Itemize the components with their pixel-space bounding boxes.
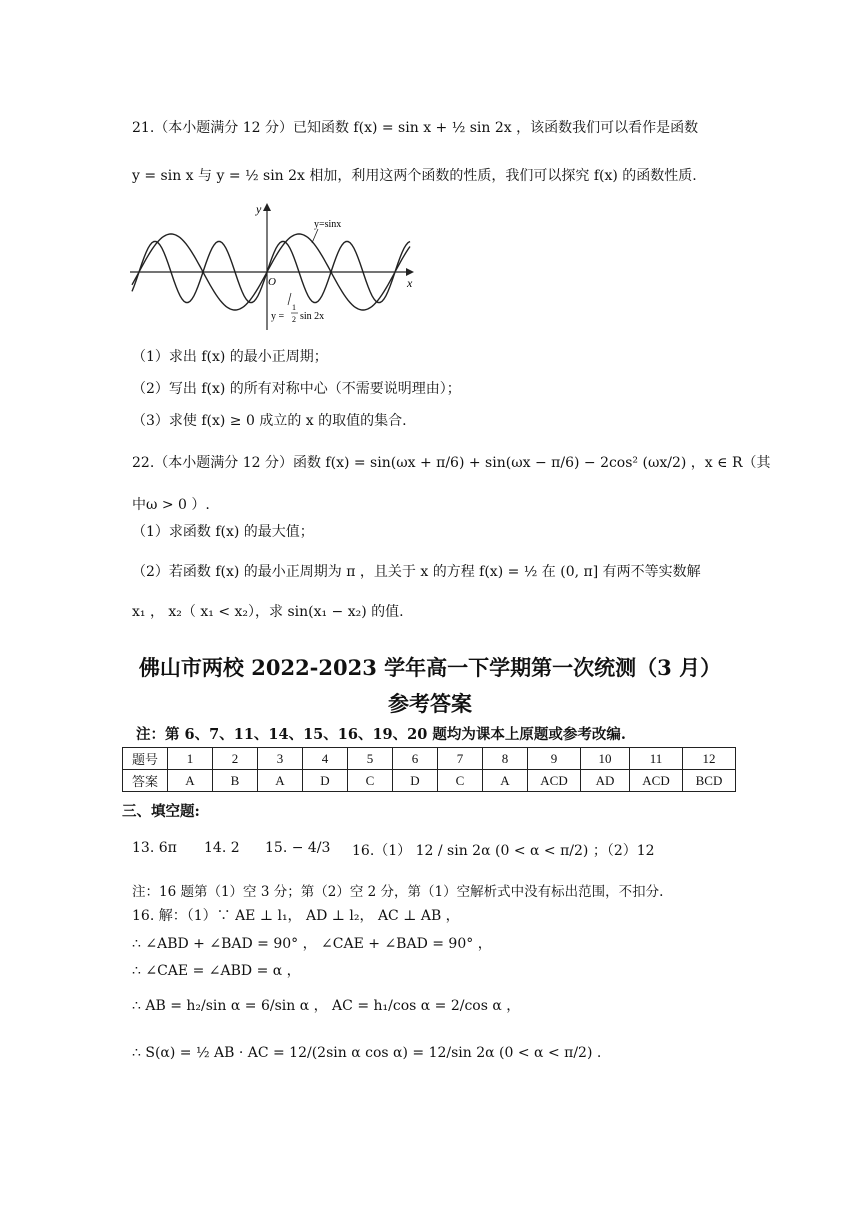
table-cell: 答案 [123,770,168,792]
table-cell: 7 [438,748,483,770]
table-cell: AD [581,770,630,792]
graph-origin-label: O [268,276,276,288]
q21-line1: 21.（本小题满分 12 分）已知函数 f(x) = sin x + ½ sin 2x ，该函数我们可以看作是函数 [132,120,699,136]
q21-part3: （3）求使 f(x) ≥ 0 成立的 x 的取值的集合. [132,413,407,429]
table-row [123,748,736,770]
graph-half-sin2x-label-a: y = [271,311,285,322]
q22-line1: 22.（本小题满分 12 分）函数 f(x) = sin(ωx + π/6) + sin(ωx − π/6) − 2cos² (ωx/2) ，x ∈ R（其 [132,455,771,471]
graph-sinx-label: y=sinx [314,219,342,230]
answer-subtitle: 参考答案 [388,691,472,716]
table-cell: B [213,770,258,792]
solution-line-5: ∴ S(α) = ½ AB · AC = 12/(2sin α cos α) = 12/sin 2α (0 < α < π/2) . [132,1045,602,1061]
graph-y-axis-label: y [256,202,262,216]
q21-line2: y = sin x 与 y = ½ sin 2x 相加，利用这两个函数的性质，我们可以探究 f(x) 的函数性质. [132,168,697,184]
table-cell: D [303,770,348,792]
table-cell: 8 [483,748,528,770]
solution-line-3: ∴ ∠CAE = ∠ABD = α ， [132,963,301,979]
table-row [123,770,736,792]
table-cell: 3 [258,748,303,770]
q22-line2: 中ω > 0 ）. [132,497,210,513]
table-cell: 4 [303,748,348,770]
graph-half-sin2x-label-b: 1 [292,303,296,312]
table-cell: A [258,770,303,792]
sine-graph-figure [128,197,420,332]
table-cell: C [348,770,393,792]
q21-part2: （2）写出 f(x) 的所有对称中心（不需要说明理由）； [132,381,461,397]
table-cell: C [438,770,483,792]
table-cell: 12 [683,748,736,770]
table-cell: A [483,770,528,792]
answer-15: 15. − 4/3 [265,840,331,856]
answer-note: 注：第 6、7、11、14、15、16、19、20 题均为课本上原题或参考改编. [136,726,626,743]
table-cell: 2 [213,748,258,770]
table-cell: 11 [630,748,683,770]
table-cell: ACD [528,770,581,792]
graph-x-axis-label: x [407,276,413,290]
answer-16: 16.（1） 12 / sin 2α (0 < α < π/2) ；（2）12 [352,843,655,859]
section-fill-in-heading: 三、填空题: [122,803,200,820]
table-cell: D [393,770,438,792]
table-cell: 9 [528,748,581,770]
solution-line-1: 16. 解：（1）∵ AE ⊥ l₁， AD ⊥ l₂， AC ⊥ AB ， [132,908,460,924]
q22-part2: （2）若函数 f(x) 的最小正周期为 π ，且关于 x 的方程 f(x) = ½ 在 (0, π] 有两不等实数解 [132,564,701,580]
answer-13: 13. 6π [132,840,177,856]
table-cell: 5 [348,748,393,770]
solution-line-2: ∴ ∠ABD + ∠BAD = 90° ， ∠CAE + ∠BAD = 90° ， [132,936,492,952]
table-cell: BCD [683,770,736,792]
answer-title: 佛山市两校 2022-2023 学年高一下学期第一次统测（3 月） [138,655,722,680]
scoring-note: 注：16 题第（1）空 3 分；第（2）空 2 分，第（1）空解析式中没有标出范围，不扣分. [132,884,664,900]
table-cell: 题号 [123,748,168,770]
q21-part1: （1）求出 f(x) 的最小正周期； [132,349,328,365]
solution-line-4: ∴ AB = h₂/sin α = 6/sin α ， AC = h₁/cos α = 2/cos α ， [132,998,521,1014]
answer-table [122,747,736,792]
graph-half-sin2x-label-d: sin 2x [300,311,325,322]
graph-half-sin2x-label-c: 2 [292,315,296,324]
q22-part1: （1）求函数 f(x) 的最大值； [132,524,314,540]
table-cell: 10 [581,748,630,770]
table-cell: ACD [630,770,683,792]
q22-part3: x₁ ， x₂（ x₁ < x₂），求 sin(x₁ − x₂) 的值. [132,604,404,620]
answer-14: 14. 2 [204,840,240,856]
table-cell: 1 [168,748,213,770]
table-cell: 6 [393,748,438,770]
table-cell: A [168,770,213,792]
